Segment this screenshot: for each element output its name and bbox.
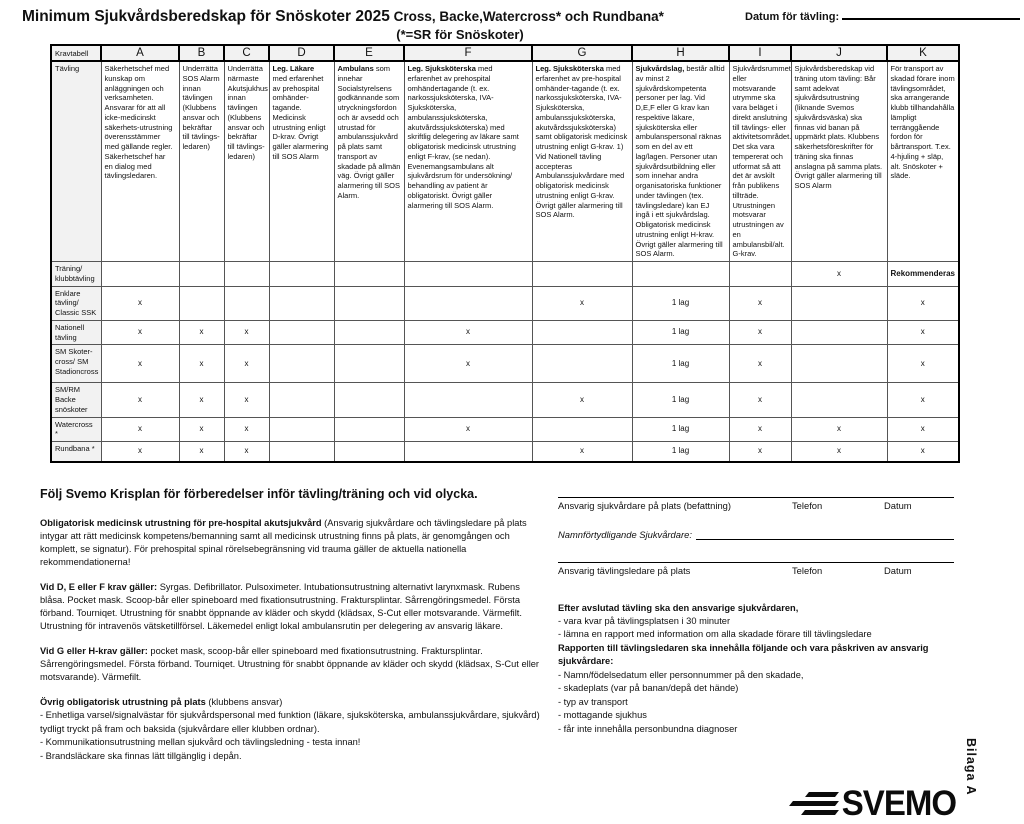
col-header-i: I bbox=[729, 45, 791, 61]
corner-header: Kravtabell bbox=[51, 45, 101, 61]
signature-column bbox=[558, 487, 984, 823]
col-header-j: J bbox=[791, 45, 887, 61]
row-label: Watercross * bbox=[51, 417, 101, 442]
req-cell-j: Sjukvårdsberedskap vid träning utom tävling: Bår samt adekvat sjukvårdsutrustning (liknande Svemos sjukvårdsväska) ska finnas vid banan på uppmärkt plats. Klubbens säkerhetsföreskrifter för träning ska finnas anslagna på samma plats. Övrigt gäller alarmering till SOS Alarm bbox=[791, 61, 887, 262]
bullet-item: - Brandsläckare ska finnas lätt tillgänglig i depån. bbox=[40, 750, 242, 761]
datum-label: Datum bbox=[884, 499, 912, 511]
after-item: - vara kvar på tävlingsplatsen i 30 minuter bbox=[558, 615, 731, 626]
req-cell-b: Underrätta SOS Alarm innan tävlingen (Klubbens ansvar och bekräftar till tävlings-ledaren) bbox=[179, 61, 224, 262]
name-clarification-line bbox=[558, 529, 954, 540]
row-label-tavling: Tävling bbox=[51, 61, 101, 262]
report-item: - skadeplats (var på banan/depå det hände) bbox=[558, 683, 739, 694]
datum-label: Datum bbox=[884, 564, 912, 576]
row-label: SM/RM Backe snöskoter bbox=[51, 383, 101, 417]
paragraph-ovrig: Övrig obligatorisk utrustning på plats (klubbens ansvar) - Enhetliga varsel/signalvästar för sjukvårdspersonal med funktion (läkare, sjuksköterska, ambulanssjukvårdare, sjukvård) tydligt tryckt på fram och baksida (sjukvårdare eller klubben ordnar). - Kommunikationsutrustning mellan sjukvård och tävlingsledning - testa innan! - Brandsläckare ska finnas lätt tillgänglig i depån. bbox=[40, 696, 542, 763]
table-header-row bbox=[51, 45, 959, 61]
bullet-item: - Enhetliga varsel/signalvästar för sjukvårdspersonal med funktion (läkare, sjuksköterska, ambulanssjukvårdare, sjukvård) tydligt tryckt på fram och baksida (sjukvårdare eller klubben ordnar). bbox=[40, 710, 540, 734]
table-row: Träning/ klubbtävling x Rekommenderas bbox=[51, 262, 959, 287]
paragraph-obligatorisk: Obligatorisk medicinsk utrustning för pre-hospital akutsjukvård (Ansvarig sjukvårdare och tävlingsledare på plats intygar att rätt medicinsk kompetens/bemanning samt all medicinsk utrustning finns på plats, är genomgången och komplett, se signatur). För prehospital spinal rörelsebegränsning vid trauma gäller de aktuella nationella rekommendationerna! bbox=[40, 517, 527, 567]
speed-lines-icon bbox=[791, 790, 837, 817]
col-header-e: E bbox=[334, 45, 404, 61]
after-item: - lämna en rapport med information om alla skadade förare till tävlingsledare bbox=[558, 629, 872, 640]
title-subtitle: (*=SR för Snöskoter) bbox=[396, 27, 524, 42]
telefon-label: Telefon bbox=[792, 564, 823, 576]
page-title bbox=[22, 8, 664, 26]
col-header-c: C bbox=[224, 45, 269, 61]
row-label: Enklare tävling/ Classic SSK bbox=[51, 286, 101, 320]
after-heading: Efter avslutad tävling ska den ansvarige sjukvårdaren, bbox=[558, 602, 799, 613]
name-blank-line bbox=[696, 530, 954, 540]
svemo-logo-text: SVEMO bbox=[841, 782, 956, 823]
datum-blank-line bbox=[842, 9, 1020, 20]
bottom-section bbox=[40, 487, 984, 823]
row-label: Rundbana * bbox=[51, 442, 101, 462]
req-cell-f: Leg. Sjuksköterska med erfarenhet av prehospital omhändertagande (t. ex. narkossjuksköterska, IVA-Sjuksköterska, ambulanssjuksköterska, akutvårdssjuksköterska) med skriftlig delegering av läkare samt obligatorisk medicinsk utrustning enligt F-krav, (se nedan). Evenemangsambulans alt sjukvårdsrum för undersökning/ behandling av patient är obligatoriskt. Övrigt gäller alarmering till SOS Alarm. bbox=[404, 61, 532, 262]
req-cell-e: Ambulans som innehar Socialstyrelsens godkännande som utryckningsfordon och är avsedd och utrustad för ambulanssjukvård på plats samt transport av skadade på allmän väg. Övrigt gäller alarmering till SOS Alarm. bbox=[334, 61, 404, 262]
name-label: Namnförtydligande Sjukvårdare: bbox=[558, 528, 692, 540]
signature-block-sjukvardare bbox=[558, 497, 954, 511]
sig-label: Ansvarig tävlingsledare på plats bbox=[558, 564, 691, 576]
row-label: SM Skoter-cross/ SM Stadioncross bbox=[51, 345, 101, 383]
report-heading: Rapporten till tävlingsledaren ska innehålla följande och vara påskriven av ansvarig sjukvårdare: bbox=[558, 642, 929, 667]
signature-block-tavlingsledare bbox=[558, 562, 954, 576]
row-label: Träning/ klubbtävling bbox=[51, 262, 101, 287]
krisplan-heading: Följ Svemo Krisplan för förberedelser inför tävling/träning och vid olycka. bbox=[40, 486, 478, 501]
table-row: Watercross * x x x x 1 lag x x x bbox=[51, 417, 959, 442]
datum-field bbox=[745, 9, 1020, 23]
req-cell-c: Underrätta närmaste Akutsjukhus innan tävlingen (Klubbens ansvar och bekräftar till tävlings-ledaren) bbox=[224, 61, 269, 262]
row-label: Nationell tävling bbox=[51, 320, 101, 345]
col-header-g: G bbox=[532, 45, 632, 61]
document-header bbox=[0, 8, 1024, 44]
bullet-item: - Kommunikationsutrustning mellan sjukvård och tävlingsledning - testa innan! bbox=[40, 737, 361, 748]
report-item: - får inte innehålla personbundna diagnoser bbox=[558, 723, 738, 734]
svemo-logo bbox=[791, 784, 956, 822]
col-header-d: D bbox=[269, 45, 334, 61]
table-row: Enklare tävling/ Classic SSK x x 1 lag x x bbox=[51, 286, 959, 320]
req-cell-i: Sjukvårdsrummet eller motsvarande utrymme ska vara beläget i direkt anslutning till tävlings- eller aktivitetsområdet. Det ska vara tempererat och utformat så att det är avskilt från publikens tillträde. Utrustningen motsvarar utrustningen av en ambulansbil/alt. G-krav. bbox=[729, 61, 791, 262]
kravtabell-table bbox=[50, 44, 960, 463]
col-header-b: B bbox=[179, 45, 224, 61]
col-header-a: A bbox=[101, 45, 179, 61]
paragraph-gh-krav: Vid G eller H-krav gäller: pocket mask, scoop-bår eller spineboard med fixationsutrustning. Fraktursplintar. Sårrengöringsmedel. Första förband. Tourniqet. Utrustning för snabbt öppnande av kläder och skydd (klädsax, S-Cut eller motsvarande). Värmefilt. bbox=[40, 645, 540, 682]
table-row: Rundbana * x x x x 1 lag x x x bbox=[51, 442, 959, 462]
report-item: - mottagande sjukhus bbox=[558, 710, 647, 721]
title-main: Minimum Sjukvårdsberedskap för Snöskoter 2025 bbox=[22, 8, 390, 25]
datum-label: Datum för tävling: bbox=[745, 11, 840, 23]
instructions-column bbox=[40, 487, 542, 823]
ovrig-bullets bbox=[40, 709, 542, 763]
sig-label: Ansvarig sjukvårdare på plats (befattning) bbox=[558, 499, 732, 511]
table-row: Nationell tävling x x x x 1 lag x x bbox=[51, 320, 959, 345]
paragraph-def-krav: Vid D, E eller F krav gäller: Syrgas. Defibrillator. Pulsoximeter. Intubationsutrustning alternativt larynxmask. Rubens blåsa. Pocket mask. Scoop-bår eller spineboard med fixationsutrustning. Fraktursplintar. Sårrengöringsmedel. Första förband. Tourniqet. Utrustning för snabbt öppnande av kläder och skydd (klädsax, S-Cut eller motsvarande. Värmefilt. Utrustning för intravenös vätsketillförsel. Läkemedel enligt lokal ambulansrutin per delegering av ansvarig läkare. bbox=[40, 581, 522, 631]
col-header-h: H bbox=[632, 45, 729, 61]
report-item: - Namn/födelsedatum eller personnummer på den skadade, bbox=[558, 669, 804, 680]
bilaga-a-label: Bilaga A bbox=[964, 738, 978, 796]
req-cell-d: Leg. Läkare med erfarenhet av prehospital omhänder-tagande. Medicinsk utrustning enligt D-krav. Övrigt gäller alarmering till SOS Alarm bbox=[269, 61, 334, 262]
req-cell-a: Säkerhetschef med kunskap om anläggningen och verksamheten. Ansvarar för att all icke-medicinskt säkerhets-utrustning överensstämmer med gällande regler. Säkerhetschef har en dialog med tävlingsledaren. bbox=[101, 61, 179, 262]
requirements-row bbox=[51, 61, 959, 262]
table-row: SM/RM Backe snöskoter x x x x 1 lag x x bbox=[51, 383, 959, 417]
logo-area bbox=[558, 738, 984, 822]
req-cell-g: Leg. Sjuksköterska med erfarenhet av pre-hospital omhänder-tagande (t. ex. narkossjuksköterska, IVA-Sjuksköterska, ambulanssjuksköterska, akutvårdssjuksköterska) samt obligatorisk medicinsk utrustning enligt G-krav. 1) Vid Nationell tävling accepteras Ambulanssjukvårdare med obligatorisk medicinsk utrustning enligt G-krav. Övrigt gäller alarmering till SOS Alarm. bbox=[532, 61, 632, 262]
col-header-k: K bbox=[887, 45, 959, 61]
req-cell-k: För transport av skadad förare inom tävlingsområdet, ska arrangerande klubb tillhandahålla lämpligt terränggående fordon för bårtransport. T.ex. 4-hjuling + släp, alt. Snöskoter + släde. bbox=[887, 61, 959, 262]
report-item: - typ av transport bbox=[558, 696, 628, 707]
table-row: SM Skoter-cross/ SM Stadioncross x x x x 1 lag x x bbox=[51, 345, 959, 383]
req-cell-h: Sjukvårdslag, består alltid av minst 2 sjukvårdskompetenta personer per lag. Vid D,E,F eller G krav kan respektive läkare, sjuksköterska eller ambulanspersonal räknas som en del av ett lag/lagen. Personer utan sjukvårdsutbildning eller som innehar andra organisatoriska funktioner under tävlingen (tex. tävlingsledare) kan EJ ingå i ett sjukvårdslag. Obligatorisk medicinsk utrustning enligt H-krav. Övrigt gäller alarmering till SOS Alarm. bbox=[632, 61, 729, 262]
after-competition-section bbox=[558, 602, 984, 737]
title-secondary: Cross, Backe,Watercross* och Rundbana* bbox=[389, 9, 664, 24]
col-header-f: F bbox=[404, 45, 532, 61]
telefon-label: Telefon bbox=[792, 499, 823, 511]
